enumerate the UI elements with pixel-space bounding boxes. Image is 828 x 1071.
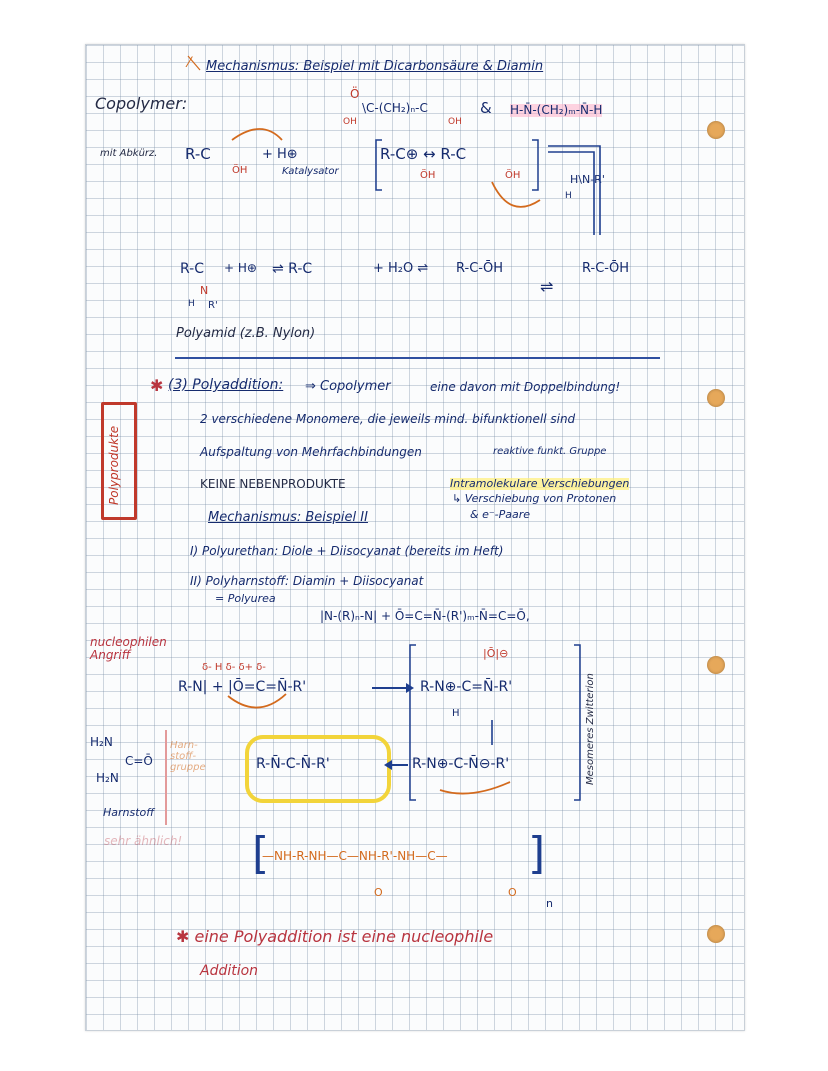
polymer-bracket-left: [ xyxy=(252,828,270,879)
urea-h2n-top: H₂N xyxy=(90,735,113,749)
abbrev-label: mit Abkürz. xyxy=(100,148,158,159)
polymer-repeat-unit: —NH-R-NH—C—NH-R'-NH—C— xyxy=(262,849,448,863)
urea-product: R-N̄-C-N̄-R' xyxy=(256,756,330,772)
zwitterion-formula: R-N⊕-C-N̄⊖-R' xyxy=(412,756,510,772)
urea-group-label: Harn-stoff-gruppe xyxy=(170,740,206,773)
urea-label: Harnstoff xyxy=(103,806,155,819)
polyurea-line: II) Polyharnstoff: Diamin + Diisocyanat xyxy=(190,574,424,588)
polyurea-alias: = Polyurea xyxy=(215,592,276,605)
proton-shift-arrow xyxy=(440,782,510,794)
section-heading: (3) Polyaddition: xyxy=(168,377,284,393)
amide-rc: R-C xyxy=(180,261,204,277)
decor-arrows: ⁄ xyxy=(188,55,191,71)
note-electron-pairs: & e⁻-Paare xyxy=(470,508,531,521)
title-divider-wave xyxy=(188,56,200,70)
star-icon: ✱ xyxy=(150,376,164,395)
intermediate-formula: R-N⊕-C=N̄-R' xyxy=(420,679,513,695)
monomer-formula: |N-(R)ₙ-N| + Ō=C=N̄-(R')ₘ-N̄=C=Ō, xyxy=(320,609,530,623)
arrow-n-attack xyxy=(228,694,286,708)
urea-h2n-bottom: H₂N xyxy=(96,771,119,785)
nucleophilic-step: R-N| + |Ō=C=N̄-R' xyxy=(178,679,307,695)
amide-plus-h: + H⊕ xyxy=(224,261,257,275)
water-equilibrium: + H₂O ⇌ xyxy=(373,261,429,276)
polyurethane-line: I) Polyurethan: Diole + Diisocyanat (bereits im Heft) xyxy=(190,544,504,558)
plus-proton: + H⊕ xyxy=(262,147,298,162)
copolymer-label: Copolymer: xyxy=(95,94,188,113)
arrow-head-left xyxy=(384,760,392,770)
double-bond-note: eine davon mit Doppelbindung! xyxy=(430,380,621,394)
nh-label: H xyxy=(452,708,460,719)
polymer-bracket-right: ] xyxy=(528,828,546,879)
note-intramolecular: Intramolekulare Verschiebungen xyxy=(450,477,630,490)
ampersand: & xyxy=(480,99,492,117)
bracket-right-inter xyxy=(574,645,580,800)
resonance-oh-1: ÖH xyxy=(420,170,436,181)
acid-r-c: R-C xyxy=(185,145,211,163)
o-minus: |Ō|⊖ xyxy=(483,647,509,660)
equilibrium-arrow: ⇌ xyxy=(540,277,554,296)
intermediate-rc: ⇌ R-C xyxy=(272,261,313,277)
nucleophile-note: nucleophilen Angriff xyxy=(90,635,167,663)
similar-note: sehr ähnlich! xyxy=(104,834,183,848)
resonance-oh-2: ÖH xyxy=(505,170,521,181)
acid-oh-left: OH xyxy=(343,117,357,127)
amine-attack: H\N-R' xyxy=(570,173,605,186)
polymer-n: n xyxy=(546,897,553,910)
mechanism-example-2: Mechanismus: Beispiel II xyxy=(208,510,368,525)
amide-r-prime: R' xyxy=(208,300,218,311)
acid-o-top: Ö xyxy=(350,87,360,101)
polyamide-caption: Polyamid (z.B. Nylon) xyxy=(176,326,316,341)
bullet-monomers: 2 verschiedene Monomere, die jeweils mind. bifunktionell sind xyxy=(200,412,576,426)
bullet-no-byproducts: KEINE NEBENPRODUKTE xyxy=(200,477,346,491)
tetrahedral-2: R-C-ŌH xyxy=(582,261,629,276)
acid-oh-under: ÖH xyxy=(232,165,248,176)
bullet-addition: Aufspaltung von Mehrfachbindungen xyxy=(200,445,422,459)
footer-line-2: Addition xyxy=(200,963,259,979)
acid-chain: \C-(CH₂)ₙ-C xyxy=(362,101,428,115)
amine-h: H xyxy=(565,191,572,201)
acid-oh-right: OH xyxy=(448,117,462,127)
diamine-formula: H-N̄-(CH₂)ₘ-N̄-H xyxy=(510,103,603,117)
partial-charges: δ- H δ- δ+ δ- xyxy=(202,662,266,673)
side-label: Polyprodukte xyxy=(107,425,121,505)
footer-line-1: ✱ eine Polyaddition ist eine nucleophile xyxy=(176,927,494,946)
polymer-o-1: O xyxy=(374,886,383,899)
polymer-o-2: O xyxy=(508,886,517,899)
tetrahedral-1: R-C-ŌH xyxy=(456,261,503,276)
mechanism-title: Mechanismus: Beispiel mit Dicarbonsäure & Diamin xyxy=(206,59,544,74)
resonance-bracket: R-C⊕ ↔ R-C xyxy=(380,145,467,163)
catalyst-label: Katalysator xyxy=(282,166,339,177)
bracket-left-inter xyxy=(410,645,416,800)
bullet-functional: reaktive funkt. Gruppe xyxy=(493,446,607,457)
amide-n: N xyxy=(200,284,209,297)
mesomerism-label: Mesomeres Zwitterion xyxy=(585,673,596,785)
amide-h: H xyxy=(188,299,195,309)
urea-co: C=Ō xyxy=(125,754,153,768)
copolymer-arrow: ⇒ Copolymer xyxy=(305,379,391,394)
note-proton-shift: ↳ Verschiebung von Protonen xyxy=(452,492,617,505)
